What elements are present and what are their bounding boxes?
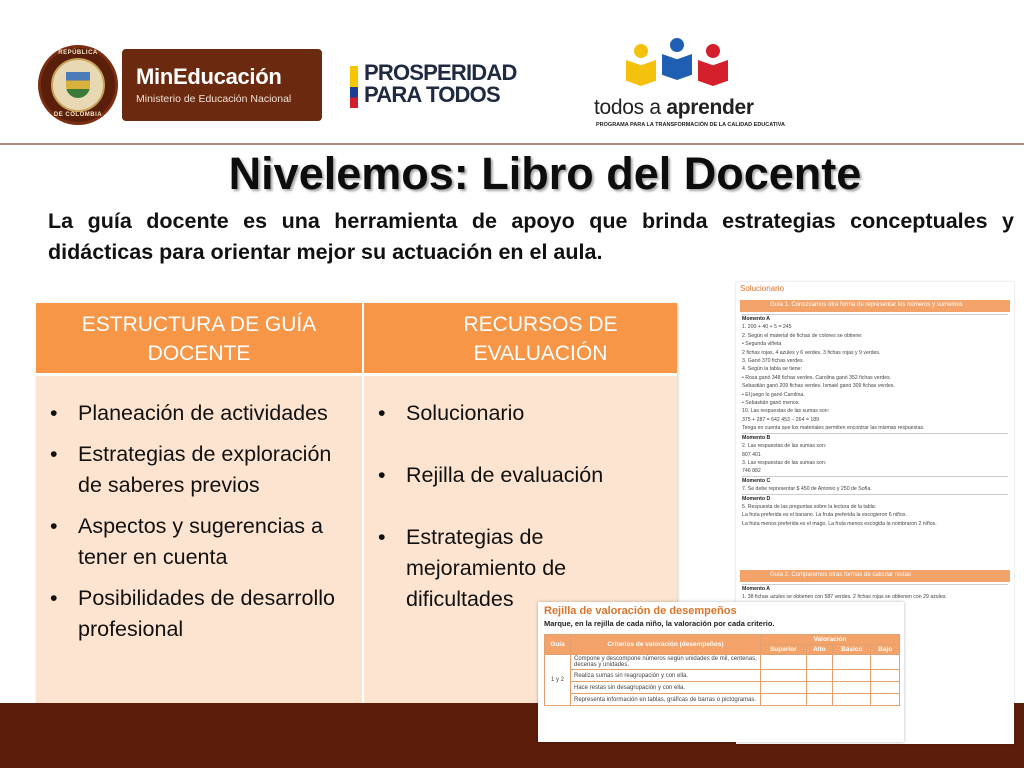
solucionario-line: 10. Las respuestas de las sumas son: (742, 408, 830, 415)
rejilla-mark-cell (806, 670, 833, 682)
col1-list-item: • Aspectos y sugerencias a tener en cuenta (46, 511, 354, 573)
col2-list-item: • Estrategias de mejoramiento de dificultades (374, 522, 669, 615)
seal-bottom-text: DE COLOMBIA (53, 112, 103, 118)
solucionario-line: 2. Según el material de fichas de colores se obtiene: (742, 332, 863, 339)
guide1-band: Guía 1. Conozcamos otra forma de representar los números y sumemos (740, 300, 1010, 312)
solucionario-line: 4. Según la tabla se tiene: (742, 366, 802, 373)
col2-header: RECURSOS DE EVALUACIÓN (364, 303, 677, 373)
solucionario-line: 2. Las respuestas de las sumas son: (742, 443, 827, 450)
rejilla-mark-cell (761, 682, 807, 694)
solucionario-title: Solucionario (740, 284, 785, 293)
todos-a-aprender-logo (590, 42, 785, 132)
guide1-lines (742, 314, 1008, 528)
rejilla-mark-cell (871, 694, 900, 706)
rejilla-mark-cell (833, 682, 871, 694)
rejilla-level-header: Superior (761, 645, 807, 655)
header-divider (0, 143, 1024, 145)
solucionario-line: Momento B (742, 433, 1008, 442)
col1-header: ESTRUCTURA DE GUÍA DOCENTE (36, 303, 362, 373)
guide2-band: Guía 2. Comparemos otras formas de calcular restas (740, 570, 1010, 582)
readers-figures-icon (626, 42, 730, 90)
solucionario-line: 3. Ganó 370 fichas verdes. (742, 358, 804, 365)
prosperidad-logo (350, 60, 530, 112)
solucionario-line: 1. 38 fichas azules se obtienen con 587 verdes. 2 fichas rojas se obtienen con 29 azules. (742, 594, 947, 601)
solucionario-line: Momento A (742, 314, 1008, 323)
solucionario-line: • El juego lo ganó Carolina. (742, 391, 805, 398)
seal-top-text: REPÚBLICA (58, 50, 98, 56)
rejilla-table (544, 634, 900, 706)
rejilla-thumbnail (538, 602, 904, 742)
solucionario-line: 3. Las respuestas de las sumas son: (742, 459, 827, 466)
rejilla-mark-cell (806, 682, 833, 694)
rejilla-mark-cell (806, 655, 833, 670)
col2-list-item: • Rejilla de evaluación (374, 460, 669, 491)
col2-list (374, 398, 669, 615)
rejilla-level-header: Básico (833, 645, 871, 655)
col1-list-item: • Estrategias de exploración de saberes previos (46, 439, 354, 501)
solucionario-line: • Segunda viñeta (742, 341, 782, 348)
solucionario-line: • Rosa ganó 348 fichas verdes. Carolina ganó 352 fichas verdes. (742, 374, 892, 381)
rejilla-criterion-cell: Realiza sumas sin reagrupación y con ella. (571, 670, 761, 682)
min-educacion-subtitle: Ministerio de Educación Nacional (136, 93, 292, 105)
rejilla-mark-cell (806, 694, 833, 706)
rejilla-subtitle: Marque, en la rejilla de cada niño, la valoración por cada criterio. (544, 619, 775, 628)
solucionario-line: Tenga en cuenta que los materiales permiten encontrar las mismas respuestas. (742, 425, 925, 432)
rejilla-mark-cell (761, 670, 807, 682)
rejilla-level-header: Alto (806, 645, 833, 655)
solucionario-line: Momento C (742, 476, 1008, 485)
prosperidad-line2: PARA TODOS (364, 82, 500, 107)
solucionario-line: 375 + 287 = 642 453 − 264 = 189 (742, 416, 820, 423)
rejilla-mark-cell (833, 670, 871, 682)
col2-list-item: • Solucionario (374, 398, 669, 429)
rejilla-mark-cell (761, 655, 807, 670)
rejilla-level-header: Bajo (871, 645, 900, 655)
solucionario-line: • Sebastián ganó menos. (742, 400, 800, 407)
solucionario-line: Momento A (742, 584, 1008, 593)
rejilla-mark-cell (871, 670, 900, 682)
rejilla-criterion-cell: Representa información en tablas, gráficas de barras o pictogramas. (571, 694, 761, 706)
todos-a-aprender-text: todos a aprender (594, 96, 754, 119)
flag-stripe-icon (350, 66, 358, 108)
min-educacion-title: MinEducación (136, 64, 282, 89)
rejilla-title: Rejilla de valoración de desempeños (544, 605, 737, 617)
rejilla-row (545, 694, 900, 706)
solucionario-line: Momento D (742, 494, 1008, 503)
solucionario-line: 2 fichas rojas, 4 azules y 6 verdes. 3 fichas rojas y 9 verdes. (742, 349, 881, 356)
rejilla-row (545, 670, 900, 682)
min-educacion-logo (38, 45, 322, 125)
rejilla-criterion-cell: Compone y descompone números según unidades de mil, centenas, decenas y unidades. (571, 655, 761, 670)
rejilla-mark-cell (761, 694, 807, 706)
colombia-seal-icon (38, 45, 118, 125)
rejilla-header-guide: Guía (545, 635, 571, 655)
rejilla-mark-cell (871, 655, 900, 670)
rejilla-header-criteria: Criterios de valoración (desempeños) (571, 635, 761, 655)
col1-list (46, 398, 354, 645)
solucionario-line: 807 401 (742, 451, 761, 458)
intro-paragraph: La guía docente es una herramienta de apoyo que brinda estrategias conceptuales y didácticas para orientar mejor su actuación en el aula. (48, 209, 1014, 264)
solucionario-line: 746 882 (742, 468, 761, 475)
rejilla-mark-cell (833, 694, 871, 706)
rejilla-mark-cell (833, 655, 871, 670)
col1-list-item: • Posibilidades de desarrollo profesional (46, 583, 354, 645)
rejilla-header-valoracion: Valoración (761, 635, 900, 645)
col1-list-item: • Planeación de actividades (46, 398, 354, 429)
col1-cell (36, 376, 362, 707)
rejilla-row (545, 655, 900, 670)
rejilla-guide-cell: 1 y 2 (545, 655, 571, 706)
min-educacion-box (122, 49, 322, 121)
solucionario-line: 1. 200 + 40 + 5 = 245 (742, 324, 792, 331)
todos-a-aprender-subtitle: PROGRAMA PARA LA TRANSFORMACIÓN DE LA CALIDAD EDUCATIVA (596, 122, 785, 128)
page-title: Nivelemos: Libro del Docente (228, 148, 862, 199)
solucionario-line: La fruta preferida es el banano. La fruta preferida la escogieron 6 niños. (742, 512, 907, 519)
solucionario-line: 7. Se debe representar $ 450 de Antonio y 250 de Sofía. (742, 486, 872, 493)
rejilla-row (545, 682, 900, 694)
rejilla-criterion-cell: Hace restas sin desagrupación y con ella. (571, 682, 761, 694)
rejilla-mark-cell (871, 682, 900, 694)
solucionario-line: La fruta menos preferida es el mago. La fruta menos escogida la nombraron 2 niños. (742, 520, 937, 527)
solucionario-line: Sebastián ganó 209 fichas verdes. Ismael ganó 309 fichas verdes. (742, 383, 895, 390)
prosperidad-line1: PROSPERIDAD (364, 60, 517, 85)
solucionario-line: 5. Respuesta de las preguntas sobre la lectura de la tabla: (742, 503, 877, 510)
